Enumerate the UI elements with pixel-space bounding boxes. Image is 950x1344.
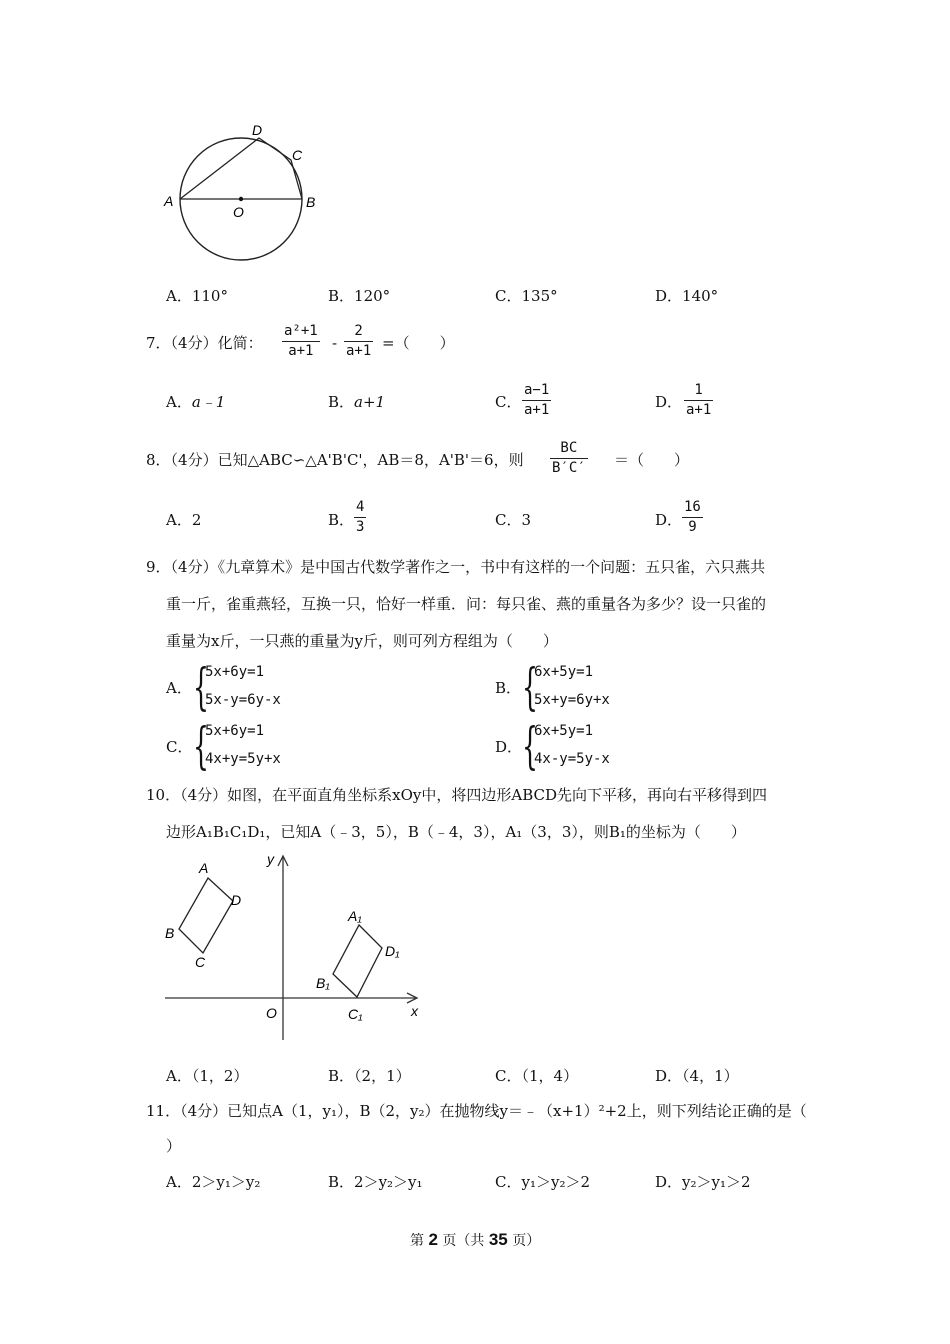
q11-option-d: D．y₂＞y₁＞2: [655, 1173, 751, 1191]
q7-option-c-fraction: a−1 a+1: [524, 382, 550, 418]
label-B: B: [306, 194, 316, 210]
q9-option-c-eq1: 5x+6y=1: [205, 723, 265, 739]
q9-option-a-eq2: 5x-y=6y-x: [205, 692, 281, 708]
q11-line-1: 11．（4分）已知点A（1，y₁），B（2，y₂）在抛物线y＝﹣（x+1）²+2上，则下列结论正确的是（: [146, 1102, 807, 1120]
circle-figure: [155, 115, 335, 270]
q8-option-b-fraction: 4 3: [356, 499, 365, 535]
q9-option-c-letter: C．: [166, 738, 193, 756]
q9-option-d-brace: {: [522, 717, 538, 775]
q8-stem-post: ＝（ ）: [614, 451, 690, 469]
q8-stem: 8．（4分）已知△ABC∽△A'B'C'，AB＝8，A'B'＝6，则: [146, 451, 524, 469]
q10-option-b: B．（2，1）: [328, 1067, 411, 1085]
q8-option-d-letter: D．: [655, 511, 683, 529]
q7-fraction-1: a²+1 a+1: [284, 323, 318, 359]
q8-option-c: C．3: [495, 511, 532, 529]
q9-option-c-eq2: 4x+y=5y+x: [205, 751, 281, 767]
q7-stem-post: =（ ）: [382, 334, 455, 352]
label-A: A: [199, 860, 209, 876]
q9-option-c-brace: {: [193, 717, 209, 775]
page-total: 35: [488, 1230, 508, 1249]
q11-option-c: C．y₁＞y₂＞2: [495, 1173, 591, 1191]
q9-option-d-eq2: 4x-y=5y-x: [534, 751, 610, 767]
q9-line-2: 重一斤，雀重燕轻，互换一只，恰好一样重．问：每只雀、燕的重量各为多少？设一只雀的: [166, 595, 767, 613]
q9-option-a-eq1: 5x+6y=1: [205, 664, 265, 680]
label-C1: C₁: [348, 1006, 363, 1022]
q7-option-d-fraction: 1 a+1: [686, 382, 712, 418]
q7-stem: 7．（4分）化简：: [146, 334, 263, 352]
label-A: A: [164, 193, 174, 209]
q9-option-b-letter: B．: [495, 679, 522, 697]
label-C: C: [195, 954, 206, 970]
page-number: 2: [428, 1230, 438, 1249]
q9-option-b-brace: {: [522, 658, 538, 716]
q10-line-1: 10．（4分）如图，在平面直角坐标系xOy中，将四边形ABCD先向下平移，再向右平移得到四: [146, 786, 768, 804]
q10-line-2: 边形A₁B₁C₁D₁，已知A（﹣3，5），B（﹣4，3），A₁（3，3），则B₁的坐标为（ ）: [166, 823, 746, 841]
q8-option-a: A．2: [166, 511, 202, 529]
label-D1: D₁: [385, 943, 400, 959]
q11-line-2: ）: [166, 1137, 182, 1155]
q7-option-a: A．a﹣1: [166, 393, 226, 411]
label-x: x: [411, 1003, 418, 1019]
q9-line-1: 9．（4分）《九章算术》是中国古代数学著作之一，书中有这样的一个问题：五只雀，六只燕共: [146, 558, 766, 576]
label-O: O: [266, 1005, 277, 1021]
label-O: O: [233, 204, 244, 220]
q11-option-a: A．2＞y₁＞y₂: [166, 1173, 261, 1191]
q8-option-b-letter: B．: [328, 511, 355, 529]
q8-option-d-fraction: 16 9: [684, 499, 701, 535]
q8-fraction: BC B′C′: [552, 440, 586, 476]
q6-option-c: C．135°: [495, 287, 558, 305]
q7-option-c-letter: C．: [495, 393, 522, 411]
q6-option-a: A．110°: [166, 287, 228, 305]
q7-fraction-2: 2 a+1: [346, 323, 372, 359]
q10-option-a: A．（1，2）: [166, 1067, 249, 1085]
label-B1: B₁: [316, 975, 330, 991]
label-D: D: [252, 122, 263, 138]
q11-option-b: B．2＞y₂＞y₁: [328, 1173, 423, 1191]
q7-option-b: B．a+1: [328, 393, 386, 411]
q6-option-b: B．120°: [328, 287, 391, 305]
q9-option-a-letter: A．: [166, 679, 192, 697]
q9-line-3: 重量为x斤，一只燕的重量为y斤，则可列方程组为（ ）: [166, 632, 558, 650]
coordinate-figure: [155, 848, 430, 1053]
label-D: D: [231, 892, 242, 908]
q9-option-d-eq1: 6x+5y=1: [534, 723, 594, 739]
q7-minus: -: [332, 334, 338, 352]
q10-option-d: D．（4，1）: [655, 1067, 739, 1085]
label-C: C: [292, 147, 303, 163]
q7-option-d-letter: D．: [655, 393, 683, 411]
q9-option-a-brace: {: [193, 658, 209, 716]
q9-option-d-letter: D．: [495, 738, 523, 756]
label-y: y: [267, 851, 274, 867]
q9-option-b-eq2: 5x+y=6y+x: [534, 692, 610, 708]
q9-option-b-eq1: 6x+5y=1: [534, 664, 594, 680]
label-B: B: [165, 925, 175, 941]
page-footer: 第 2 页（共 35 页）: [410, 1230, 541, 1249]
label-A1: A₁: [348, 908, 362, 924]
q6-option-d: D．140°: [655, 287, 719, 305]
q10-option-c: C．（1，4）: [495, 1067, 579, 1085]
